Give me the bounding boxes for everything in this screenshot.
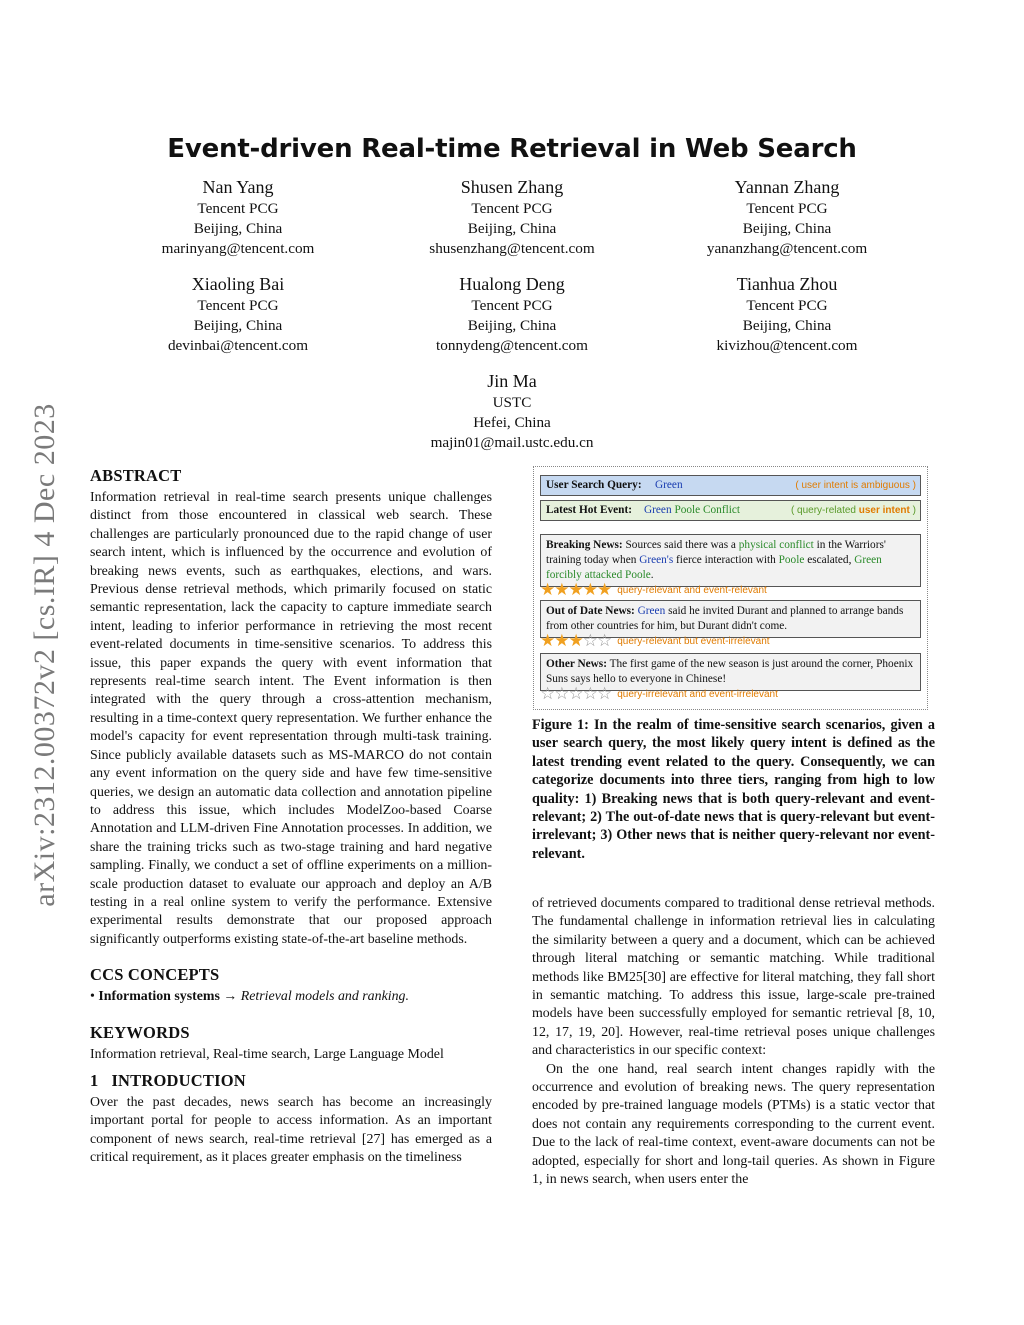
news-text: fierce interaction with (676, 554, 776, 566)
paper-title: Event-driven Real-time Retrieval in Web Search (167, 134, 857, 164)
author-block (637, 274, 937, 356)
news-text: said he invited Durant and planned to arrange bands from other countries for him, but Durant didn't come. (546, 605, 904, 632)
star-outline-icon: ☆ (554, 684, 570, 703)
author-name: Jin Ma (487, 371, 537, 391)
arxiv-identifier: arXiv:2312.00372v2 [cs.IR] 4 Dec 2023 (28, 403, 61, 907)
star-outline-icon: ☆ (568, 684, 584, 703)
query-value: Green (655, 479, 683, 491)
author-location: Beijing, China (467, 220, 557, 237)
star-outline-icon: ☆ (582, 684, 598, 703)
star-outline-icon: ☆ (597, 631, 613, 650)
author-location: Beijing, China (467, 317, 557, 334)
author-name: Xiaoling Bai (191, 274, 285, 294)
rating-stars-5 (540, 582, 767, 598)
section-title: INTRODUCTION (111, 1070, 246, 1090)
event-label: Latest Hot Event: (546, 504, 632, 516)
author-email: tonnydeng@tencent.com (436, 337, 588, 354)
event-word-poole: Poole (674, 504, 701, 516)
latest-hot-event-box (540, 500, 921, 521)
author-affiliation: Tencent PCG (197, 200, 279, 217)
author-email: marinyang@tencent.com (161, 240, 315, 257)
author-block (362, 274, 662, 356)
star-icon: ★ (540, 631, 556, 650)
star-icon: ★ (568, 631, 584, 650)
query-label: User Search Query: (546, 479, 642, 491)
star-outline-icon: ☆ (540, 684, 556, 703)
author-email: yananzhang@tencent.com (706, 240, 868, 257)
author-location: Beijing, China (742, 220, 832, 237)
event-tag-prefix: ( query-related (790, 505, 856, 516)
user-search-query-box (540, 475, 921, 496)
body-paragraph: On the one hand, real search intent changes rapidly with the occurrence and evolution of breaking news. The query representation encoded by pre-trained language models (PTMs) is a static vector that does not contain any requirements corresponding to the current event. Due to the lack of real-time context, event-aware documents can not be adopted, especially for short and long-tail queries. As shown in Figure 1, in news search, when users enter the (532, 1061, 935, 1188)
event-tag (791, 503, 916, 518)
news-label: Out of Date News: (546, 605, 635, 617)
query-tag: ( user intent is ambiguous ) (795, 480, 916, 491)
event-tag-suffix: ) (912, 505, 916, 516)
ccs-category: Information systems (98, 989, 220, 1005)
author-affiliation: Tencent PCG (197, 297, 279, 314)
news-text: escalated, (807, 554, 852, 566)
author-location: Beijing, China (193, 220, 283, 237)
figure-1 (533, 466, 928, 710)
event-tag-bold: user intent (858, 505, 910, 516)
author-affiliation: USTC (492, 394, 532, 411)
author-name: Nan Yang (202, 177, 274, 197)
section-number: 1 (90, 1070, 99, 1090)
ccs-arrow: → (223, 989, 238, 1005)
star-outline-icon: ☆ (582, 631, 598, 650)
author-name: Hualong Deng (459, 274, 565, 294)
news-text: The first game of the new season is just around the corner, Phoenix Suns says hello to everyone in Chinese! (546, 658, 914, 685)
author-block (88, 177, 388, 259)
author-email: devinbai@tencent.com (167, 337, 309, 354)
intro-paragraph: Over the past decades, news search has become an increasingly important portal for people to access information. As an important component of news search, real-time retrieval [27] has emerged as a critical requirement, as it places greater emphasis on the timeliness (90, 1094, 492, 1166)
right-column (532, 895, 935, 1190)
rating-caption: query-relevant but event-irrelevant (617, 635, 770, 647)
author-affiliation: Tencent PCG (746, 200, 828, 217)
star-icon: ★ (540, 580, 556, 599)
abstract-text: Information retrieval in real-time search presents unique challenges distinct from those encountered in classical web search. These challenges are particularly pronounced due to the rapid change of user search intent, which is influenced by the occurrence and evolution of breaking news events, such as earthquakes, elections, and wars. Previous dense retrieval methods, which primarily focused on static semantic representation, lack the capacity to capture immediate search intent, leading to inferior performance in retrieving the most recent event-related documents in time-sensitive scenarios. To address this issue, this paper expands the query with event information that represents real-time search intent. The Event information is then integrated with the query through a cross-attention mechanism, resulting in a time-context query representation. We further enhance the model's capacity for event representation through multi-task training. Since publicly available datasets such as MS-MARCO do not contain any event information on the query side and have few time-sensitive queries, we design an automatic data collection and annotation pipeline to address this issue, which includes ModelZoo-based Coarse Annotation and LLM-driven Fine Annotation processes. In addition, we share the training tricks such as two-stage training and hard negative sampling. Finally, we conduct a set of offline experiments on a million-scale production dataset to evaluate our approach and deploy an A/B testing in a real online system to verify the performance. Extensive experimental results demonstrate that our proposed approach significantly outperforms existing state-of-the-art baseline methods. (90, 490, 492, 947)
keywords-heading: KEYWORDS (90, 1022, 190, 1042)
star-icon: ★ (582, 580, 598, 599)
rating-caption: query-relevant and event-relevant (617, 584, 767, 596)
rating-stars-3 (540, 633, 770, 649)
author-email: majin01@mail.ustc.edu.cn (430, 434, 594, 451)
left-column (90, 466, 492, 1168)
author-location: Beijing, China (193, 317, 283, 334)
star-outline-icon: ☆ (597, 684, 613, 703)
news-label: Breaking News: (546, 539, 623, 551)
news-highlight: Green (637, 605, 666, 617)
news-highlight: Green's (639, 554, 674, 566)
rating-stars-0 (540, 686, 778, 702)
news-highlight: physical conflict (738, 539, 814, 551)
ccs-bullet: • (90, 989, 95, 1005)
author-affiliation: Tencent PCG (471, 297, 553, 314)
event-word-green: Green (644, 504, 672, 516)
rating-caption: query-irrelevant and event-irrelevant (617, 688, 778, 700)
author-name: Yannan Zhang (734, 177, 840, 197)
event-word-conflict: Conflict (703, 504, 741, 516)
ccs-subcategory: Retrieval models and ranking. (240, 989, 409, 1005)
news-text: . (650, 569, 654, 581)
author-affiliation: Tencent PCG (746, 297, 828, 314)
ccs-heading: CCS CONCEPTS (90, 965, 220, 985)
abstract-heading: ABSTRACT (90, 466, 182, 485)
star-icon: ★ (568, 580, 584, 599)
author-email: kivizhou@tencent.com (716, 337, 858, 354)
news-text: in the Warriors' training today when (546, 539, 886, 566)
body-paragraph: of retrieved documents compared to traditional dense retrieval methods. The fundamental challenge in information retrieval lies in calculating the similarity between a query and a document, which can be achieved through literal matching or semantic matching. While traditional methods like BM25[30] are effective for literal matching, they fall short in semantic matching. To address this issue, large-scale pre-trained models have been successfully employed for semantic retrieval [8, 10, 12, 17, 19, 20]. However, real-time retrieval poses unique challenges and characteristics in our specific context: (532, 896, 935, 1059)
figure-caption: Figure 1: In the realm of time-sensitive search scenarios, given a user search query, the most likely query intent is defined as the latest trending event related to the query. Consequently, we can categorize documents into three tiers, ranging from high to low quality: 1) Breaking news that is both query-relevant and event-relevant; 2) The out-of-date news that is query-relevant but event-irrelevant; 3) Other news that is neither query-relevant nor event-relevant. (532, 717, 935, 862)
author-name: Shusen Zhang (460, 177, 564, 197)
author-email: shusenzhang@tencent.com (429, 240, 595, 257)
author-block (362, 371, 662, 453)
author-location: Beijing, China (742, 317, 832, 334)
star-icon: ★ (554, 580, 570, 599)
author-location: Hefei, China (473, 414, 551, 431)
author-affiliation: Tencent PCG (471, 200, 553, 217)
author-block (637, 177, 937, 259)
ccs-concepts (90, 988, 492, 1006)
news-label: Other News: (546, 658, 607, 670)
news-highlight: Green forcibly attacked Poole (546, 554, 882, 581)
keywords-text: Information retrieval, Real-time search, Large Language Model (90, 1046, 444, 1062)
event-value (644, 503, 740, 518)
star-icon: ★ (554, 631, 570, 650)
author-name: Tianhua Zhou (736, 274, 838, 294)
author-block (362, 177, 662, 259)
news-text: Sources said there was a (625, 539, 736, 551)
news-highlight: Poole (778, 554, 805, 566)
author-block (88, 274, 388, 356)
section-heading-introduction (90, 1071, 492, 1091)
star-icon: ★ (597, 580, 613, 599)
